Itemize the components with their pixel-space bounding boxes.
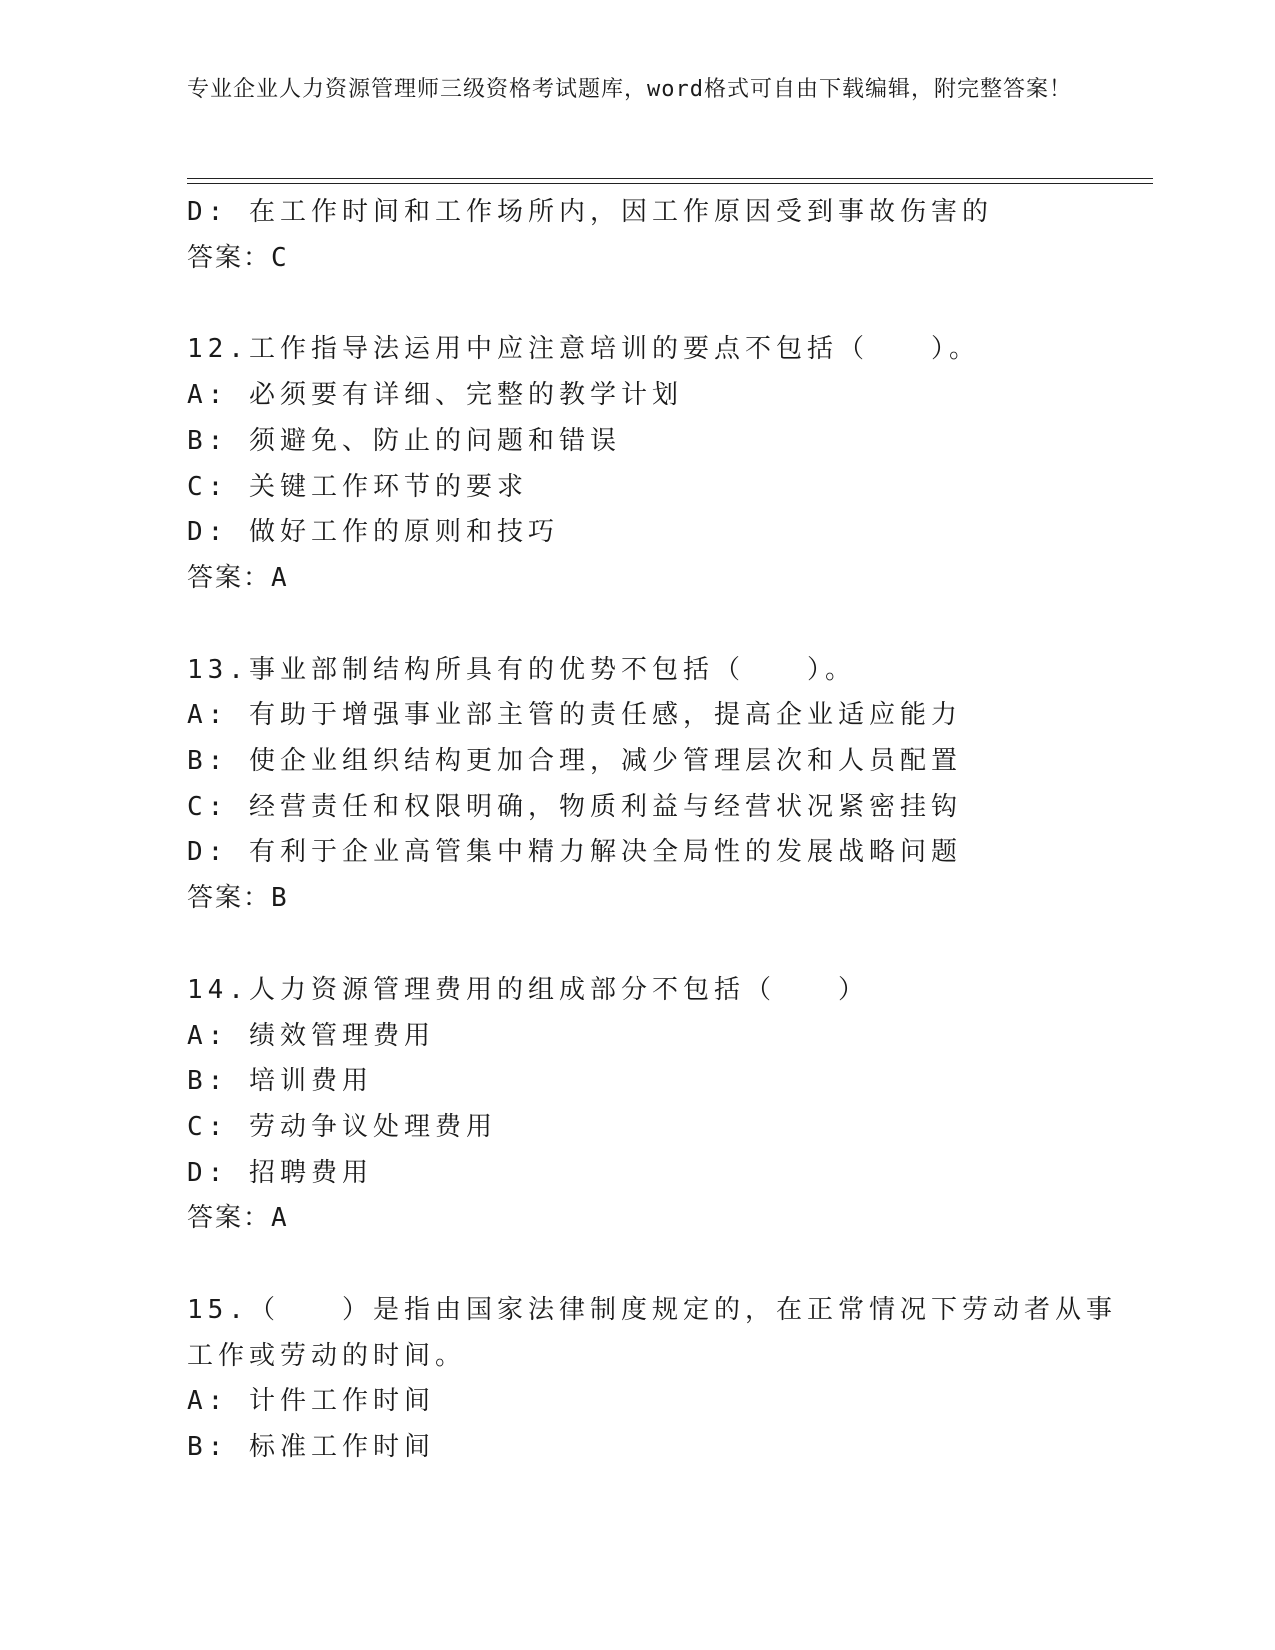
option-b: B: 标准工作时间 [187, 1432, 435, 1463]
header-rule-top [187, 178, 1153, 179]
question-stem: 12.工作指导法运用中应注意培训的要点不包括（ ）。 [187, 334, 980, 365]
option-a: A: 绩效管理费用 [187, 1020, 435, 1051]
answer: 答案：C [187, 242, 289, 273]
option-b: B: 培训费用 [187, 1066, 373, 1097]
option-d: D: 有利于企业高管集中精力解决全局性的发展战略问题 [187, 837, 962, 868]
question-13 [187, 648, 1117, 922]
option-a: A: 计件工作时间 [187, 1386, 435, 1417]
option-b: B: 使企业组织结构更加合理，减少管理层次和人员配置 [187, 746, 962, 777]
header-rule-bottom [187, 183, 1153, 184]
question-12 [187, 327, 1117, 601]
question-stem: 15.（ ）是指由国家法律制度规定的，在正常情况下劳动者从事工作或劳动的时间。 [187, 1295, 1117, 1371]
option-c: C: 关键工作环节的要求 [187, 471, 528, 502]
option-c: C: 劳动争议处理费用 [187, 1111, 497, 1142]
question-15 [187, 1288, 1117, 1471]
answer: 答案：B [187, 883, 289, 914]
answer: 答案：A [187, 562, 289, 593]
answer: 答案：A [187, 1203, 289, 1234]
option-a: A: 有助于增强事业部主管的责任感，提高企业适应能力 [187, 700, 962, 731]
option-a: A: 必须要有详细、完整的教学计划 [187, 380, 683, 411]
question-list [187, 190, 1117, 1471]
question-stem: 14.人力资源管理费用的组成部分不包括（ ） [187, 974, 869, 1005]
option-d: D: 做好工作的原则和技巧 [187, 517, 559, 548]
carryover-question [187, 190, 1117, 281]
option-c: C: 经营责任和权限明确，物质利益与经营状况紧密挂钩 [187, 791, 962, 822]
question-stem: 13.事业部制结构所具有的优势不包括（ ）。 [187, 654, 856, 685]
option-d: D: 招聘费用 [187, 1157, 373, 1188]
question-14 [187, 968, 1117, 1242]
option-b: B: 须避免、防止的问题和错误 [187, 425, 621, 456]
option-d: D: 在工作时间和工作场所内，因工作原因受到事故伤害的 [187, 197, 993, 227]
document-header: 专业企业人力资源管理师三级资格考试题库，word格式可自由下载编辑，附完整答案！ [187, 77, 1072, 102]
